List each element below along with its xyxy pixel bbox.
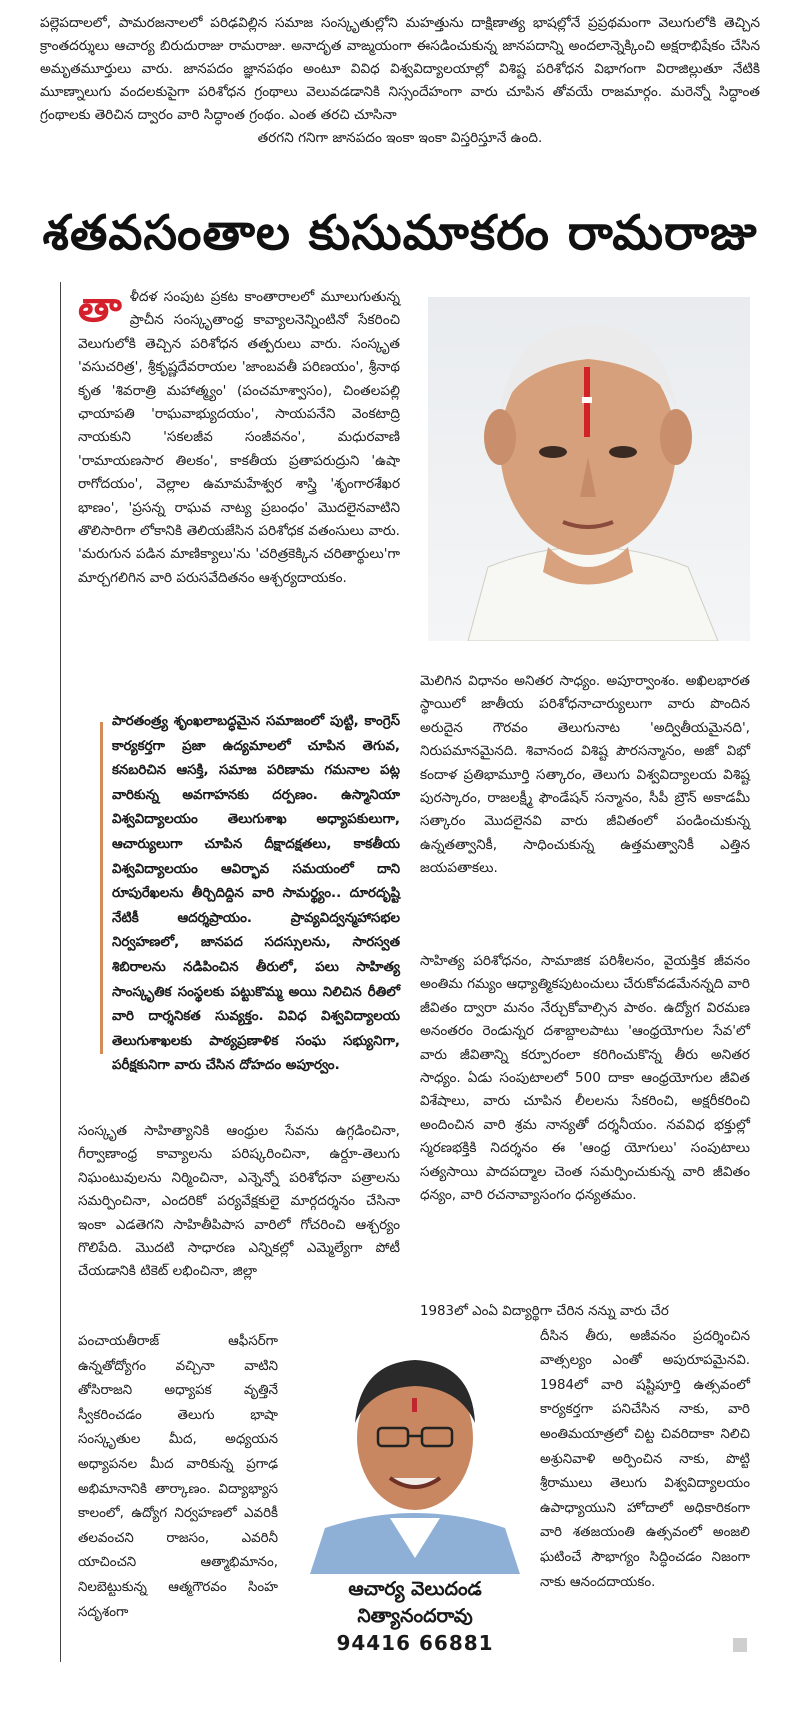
left-para3-text: పంచాయతీరాజ్ ఆఫీసర్‌గా ఉన్నతోద్యోగం వచ్చినా వాటిని తోసిరాజని అధ్యాపక వృత్తినే స్వీకరించడం తెలుగు భాషా సంస్కృతుల మీద, అధ్యయన అధ్యాపనల మీద వారికున్న ప్రగాఢ అభిమానానికి తార్కాణం. విద్యాభ్యాస కాలంలో, ఉద్యోగ నిర్వహణలో ఎవరికీ తలవంచని రాజసం, ఎవరినీ యాచించని ఆత్మాభిమానం, నిలబెట్టుకున్న ఆత్మగౌరవం సింహ సదృశంగా — [78, 1334, 278, 1620]
author-name-line1: ఆచార్య వెలుదండ — [348, 1578, 482, 1600]
end-marker — [733, 1638, 747, 1652]
highlight-box-text: పారతంత్ర్య శృంఖలాబద్ధమైన సమాజంలో పుట్టి, కాంగ్రెస్ కార్యకర్తగా ప్రజా ఉద్యమాలలో చూపిన తెగువ, కనబరిచిన ఆసక్తి, సమాజ పరిణామ గమనాల పట్ల వారికున్న అవగాహనకు దర్పణం. ఉస్మానియా విశ్వవిద్యాలయం తెలుగుశాఖ అధ్యాపకులుగా, ఆచార్యులుగా చూపిన దీక్షాదక్షతలు, కాకతీయ విశ్వవిద్యాలయం ఆవిర్భావ సమయంలో దాని రూపురేఖలను తీర్చిదిద్దిన వారి సామర్థ్యం.. దూరదృష్టి నేటికీ ఆదర్శప్రాయం. ప్రావ్యవిద్వన్మహాసభల నిర్వహణలో, జానపద సదస్సులను, సారస్వత శిబిరాలను నడిపించిన తీరులో, పలు సాహిత్య సాంస్కృతిక సంస్థలకు పట్టుకొమ్మ అయి నిలిచిన రీతిలో వారి దార్శనికత సువ్యక్తం. వివిధ విశ్వవిద్యాలయ తెలుగుశాఖలకు పాఠ్యప్రణాళిక సంఘ సభ్యునిగా, పరీక్షకునిగా వారు చేసిన దోహదం అపూర్వం. — [112, 714, 400, 1074]
left-column-para1 — [78, 286, 400, 590]
left-para2-text: సంస్కృత సాహిత్యానికి ఆంధ్రుల సేవను ఉగ్గడించినా, గీర్వాణాంధ్ర కావ్యాలను పరిష్కరించినా, ఉర్దూ-తెలుగు నిఘంటువులను నిర్మించినా, ఎన్నెన్నో పరిశోధనా పత్రాలను సమర్పించినా, ఎందరికో పర్యవేక్షకులై మార్గదర్శనం చేసినా ఇంకా ఎడతెగని సాహితీపిపాస వారిలో గోచరించి ఆశ్చర్యం గొలిపేది. మొదటి సాధారణ ఎన్నికల్లో ఎమ్మెల్యేగా పోటీ చేయడానికి టికెట్ లభించినా, జిల్లా — [78, 1123, 400, 1280]
author-photo — [300, 1328, 530, 1574]
intro-last-line: తరగని గనిగా జానపదం ఇంకా ఇంకా విస్తరిస్తూనే ఉంది. — [257, 130, 543, 146]
right-para3-first-line: 1983లో ఎంఏ విద్యార్థిగా చేరిన నన్ను వారు చేర — [420, 1304, 669, 1319]
left-column-para3 — [78, 1330, 278, 1625]
intro-text: పల్లెపదాలలో, పామరజనాలలో పరిఢవిల్లిన సమాజ సంస్కృతుల్లోని మహత్తును దాక్షిణాత్య భాషల్లోనే ప్రప్రథమంగా వెలుగులోకి తెచ్చిన క్రాంతదర్శులు ఆచార్య బిరుదురాజు రామరాజు. అనాదృత వాఙ్మయంగా ఈసడించుకున్న జానపదాన్ని అందలాన్నెక్కించి అక్షరాభిషేకం చేసిన అమృతమూర్తులు వారు. జానపదం జ్ఞానపథం అంటూ వివిధ విశ్వవిద్యాలయాల్లో విశిష్ట పరిశోధన విభాగంగా విరాజిల్లుతూ నేటికి మూణ్నాలుగు వందలకుపైగా పరిశోధన గ్రంథాలు వెలువడడానికి నిస్సందేహంగా వారు చూపిన తోవయే రాజమార్గం. మరెన్నో సిద్ధాంత గ్రంథాలకు తెరిచిన ద్వారం వారి సిద్ధాంత గ్రంథం. ఎంత తరచి చూసినా — [40, 15, 760, 123]
right-column-para1 — [420, 670, 750, 881]
right-column-para2 — [420, 950, 750, 1207]
portrait-illustration — [428, 297, 750, 641]
right-para2-text: సాహిత్య పరిశోధనం, సామాజిక పరిశీలనం, వైయక్తిక జీవనం అంతిమ గమ్యం ఆధ్యాత్మికపుటంచులు చేరుకోవడమేనన్నది వారి జీవితం ద్వారా మనం నేర్చుకోవాల్సిన పాఠం. ఉద్యోగ విరమణ అనంతరం రెండున్నర దశాబ్దాలపాటు 'ఆంధ్రయోగుల సేవ'లో వారు జీవితాన్ని కర్పూరంలా కరిగించుకొన్న తీరు అనితర సాధ్యం. ఏడు సంపుటాలలో 500 దాకా ఆంధ్రయోగుల జీవిత విశేషాలు, వారు చూపిన లీలలను సేకరించి, అక్షరీకరించి అందించిన వారి శ్రమ నాన్యతో దర్శనీయం. నవవిధ భక్తుల్లో స్మరణభక్తికి నిదర్శనం ఈ 'ఆంధ్ర యోగులు' సంపుటాలు సత్యసాయి పాదపద్మాల చెంత సమర్పించుకున్న వారి జీవితం ధన్యం, వారి రచనావ్యాసంగం ధన్యతమం. — [420, 953, 750, 1204]
right-para1-text: మెలిగిన విధానం అనితర సాధ్యం. అపూర్వాంశం. అఖిలభారత స్థాయిలో జాతీయ పరిశోధనాచార్యులుగా వారు పొందిన అరుదైన గౌరవం తెలుగునాట 'అద్వితీయమైనది', నిరుపమానమైనది. శివానంద విశిష్ట పౌరసన్మానం, అజో విభో కందాళ ప్రతిభామూర్తి సత్కారం, తెలుగు విశ్వవిద్యాలయ విశిష్ట పురస్కారం, రాజలక్ష్మీ ఫౌండేషన్ సన్మానం, సీపీ బ్రౌన్ అకాడమీ సత్కారం మొదలైనవి వారు జీవితంలో పండించుకున్న ఉన్నతత్వానికీ, సాధించుకున్న ఉత్తమత్వానికీ ఎత్తిన జయపతాకలు. — [420, 673, 750, 877]
portrait-photo-ramaraju — [428, 297, 750, 641]
drop-cap: తా — [78, 285, 122, 331]
box-accent-rule — [100, 722, 103, 1054]
headline: శతవసంతాల కుసుమాకరం రామరాజు — [42, 205, 758, 261]
author-illustration — [300, 1328, 530, 1574]
author-name-line2: నిత్యానందరావు — [357, 1605, 473, 1627]
left-margin-rule — [60, 282, 61, 1662]
intro-paragraph — [40, 12, 760, 150]
right-column-para3 — [420, 1300, 750, 1595]
author-phone: 94416 66881 — [336, 1631, 494, 1655]
author-signature — [300, 1576, 530, 1657]
left-para1-text: ళీదళ సంపుట ప్రకట కాంతారాలలో మూలుగుతున్న ప్రాచీన సంస్కృతాంధ్ర కావ్యాలనెన్నింటినో సేకరించి వెలుగులోకి తెచ్చిన పరిశోధన తత్పరులు వారు. సంస్కృత 'వసుచరిత్ర', శ్రీకృష్ణదేవరాయల 'జాంబవతీ పరిణయం', శ్రీనాథ కృత 'శివరాత్రి మహాత్మ్యం' (పంచమాశ్వాసం), చింతలపల్లి ఛాయాపతి 'రాఘవాభ్యుదయం', సాయపనేని వెంకటాద్రి నాయకుని 'సకలజీవ సంజీవనం', మధురవాణి 'రామాయణసార తిలకం', కాకతీయ ప్రతాపరుద్రుని 'ఉషా రాగోదయం', వెల్లాల ఉమామహేశ్వర శాస్త్రి 'శృంగారశేఖర భాణం', 'ప్రసన్న రాఘవ నాట్య ప్రబంధం' మొదలైనవాటిని తొలిసారిగా లోకానికి తెలియజేసిన పరిశోధక వతంసులు వారు. 'మరుగున పడిన మాణిక్యాలు'ను 'చరిత్రకెక్కిన చరితార్థులు'గా మార్చగలిగిన వారి పరుసవేదితనం ఆశ్చర్యదాయకం. — [78, 289, 400, 586]
left-column-para2 — [78, 1120, 400, 1284]
right-para3-text: దీసిన తీరు, అజీవనం ప్రదర్శించిన వాత్సల్యం ఎంతో అపురూపమైనవి. 1984లో వారి షష్టిపూర్తి ఉత్సవంలో కార్యకర్తగా పనిచేసిన నాకు, వారి అంతిమయాత్రలో చిట్ట చివరిదాకా నిలిచి అశ్రునివాళి అర్పించిన నాకు, పొట్టి శ్రీరాములు తెలుగు విశ్వవిద్యాలయం ఉపాధ్యాయుని హోదాలో అధికారికంగా వారి శతజయంతి ఉత్సవంలో అంజలి ఘటించే సౌభాగ్యం సిద్ధించడం నిజంగా నాకు ఆనందదాయకం. — [540, 1328, 750, 1590]
